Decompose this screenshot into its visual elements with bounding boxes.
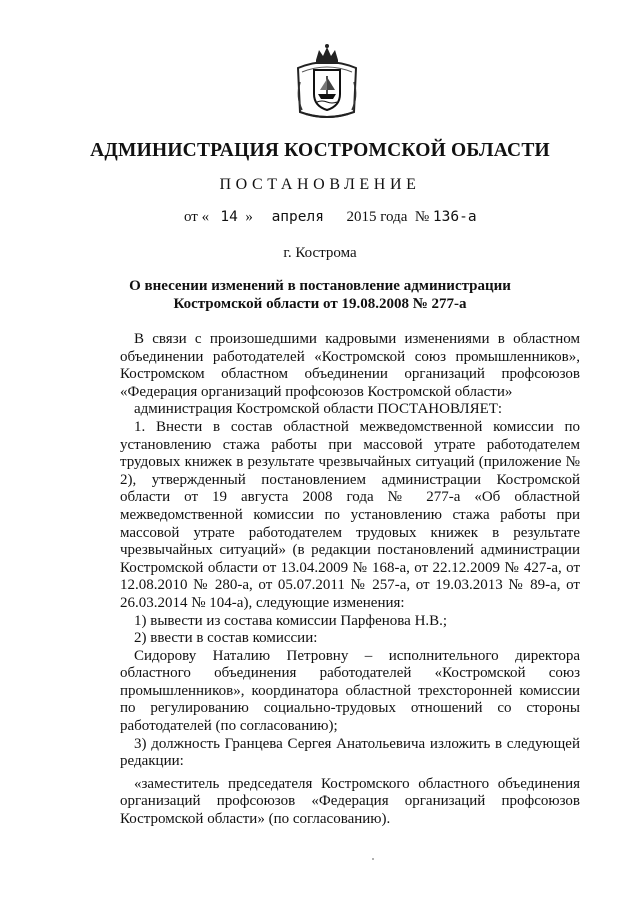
paragraph-new-member: Сидорову Наталию Петровну – исполнительного директора областного объединения работодателей «Костромской союз промышленников», координатора областной трехсторонней комиссии по регулированию социально-трудовых отношений со стороны работодателей (по согласованию);: [120, 647, 580, 735]
paragraph-preamble: В связи с произошедшими кадровыми изменениями в областном объединении работодателей «Костромской союз промышленников», Костромском областном объединении организаций профсоюзов «Федерация организаций профсоюзов Костромской области»: [120, 331, 580, 400]
organization-name: АДМИНИСТРАЦИЯ КОСТРОМСКОЙ ОБЛАСТИ: [90, 140, 550, 161]
date-month: апреля: [271, 209, 324, 225]
paragraph-subitem-2: 2) ввести в состав комиссии:: [134, 630, 318, 647]
paragraph-new-position: «заместитель председателя Костромского областного объединения организаций профсоюзов «Федерация организаций профсоюзов Костромской области» (по согласованию).: [120, 775, 580, 828]
document-number: 136-а: [432, 209, 477, 225]
title-line-2: Костромской области от 19.08.2008 № 277-а: [173, 296, 467, 312]
date-close: »: [245, 209, 253, 225]
paragraph-subitem-1: 1) вывести из состава комиссии Парфенова Н.В.;: [134, 612, 448, 629]
number-sign: №: [414, 209, 430, 225]
city: г. Кострома: [283, 245, 357, 261]
title-line-1: О внесении изменений в постановление администрации: [129, 278, 511, 294]
date-day: 14: [220, 209, 238, 225]
paragraph-item-1: 1. Внести в состав областной межведомственной комиссии по установлению стажа работы при массовой утрате работодателем трудовых книжек в результате чрезвычайных ситуаций (приложение № 2), утвержденный постановлением администрации Костромской области от 19 августа 2008 года № 277-а «Об областной межведомственной комиссии по установлению стажа работы при массовой утрате работодателем трудовых книжек в результате чрезвычайных ситуаций» (в редакции постановлений администрации Костромской области от 13.04.2009 № 168-а, от 22.12.2009 № 427-а, от 12.08.2010 № 280-а, от 05.07.2011 № 257-а, от 19.03.2013 № 89-а, от 26.03.2014 № 104-а), следующие изменения:: [120, 418, 580, 611]
date-year: 2015 года: [346, 209, 408, 225]
document-type: ПОСТАНОВЛЕНИЕ: [219, 176, 421, 193]
document-body: [120, 331, 580, 829]
date-line: [184, 209, 477, 226]
paragraph-subitem-3: 3) должность Гранцева Сергея Анатольевича изложить в следующей редакции:: [120, 735, 580, 770]
scan-speck: [372, 858, 374, 860]
coat-of-arms-icon: [292, 42, 362, 122]
date-from: от «: [184, 209, 210, 225]
paragraph-resolves: администрация Костромской области ПОСТАНОВЛЯЕТ:: [134, 401, 503, 418]
document-title: [90, 277, 550, 313]
